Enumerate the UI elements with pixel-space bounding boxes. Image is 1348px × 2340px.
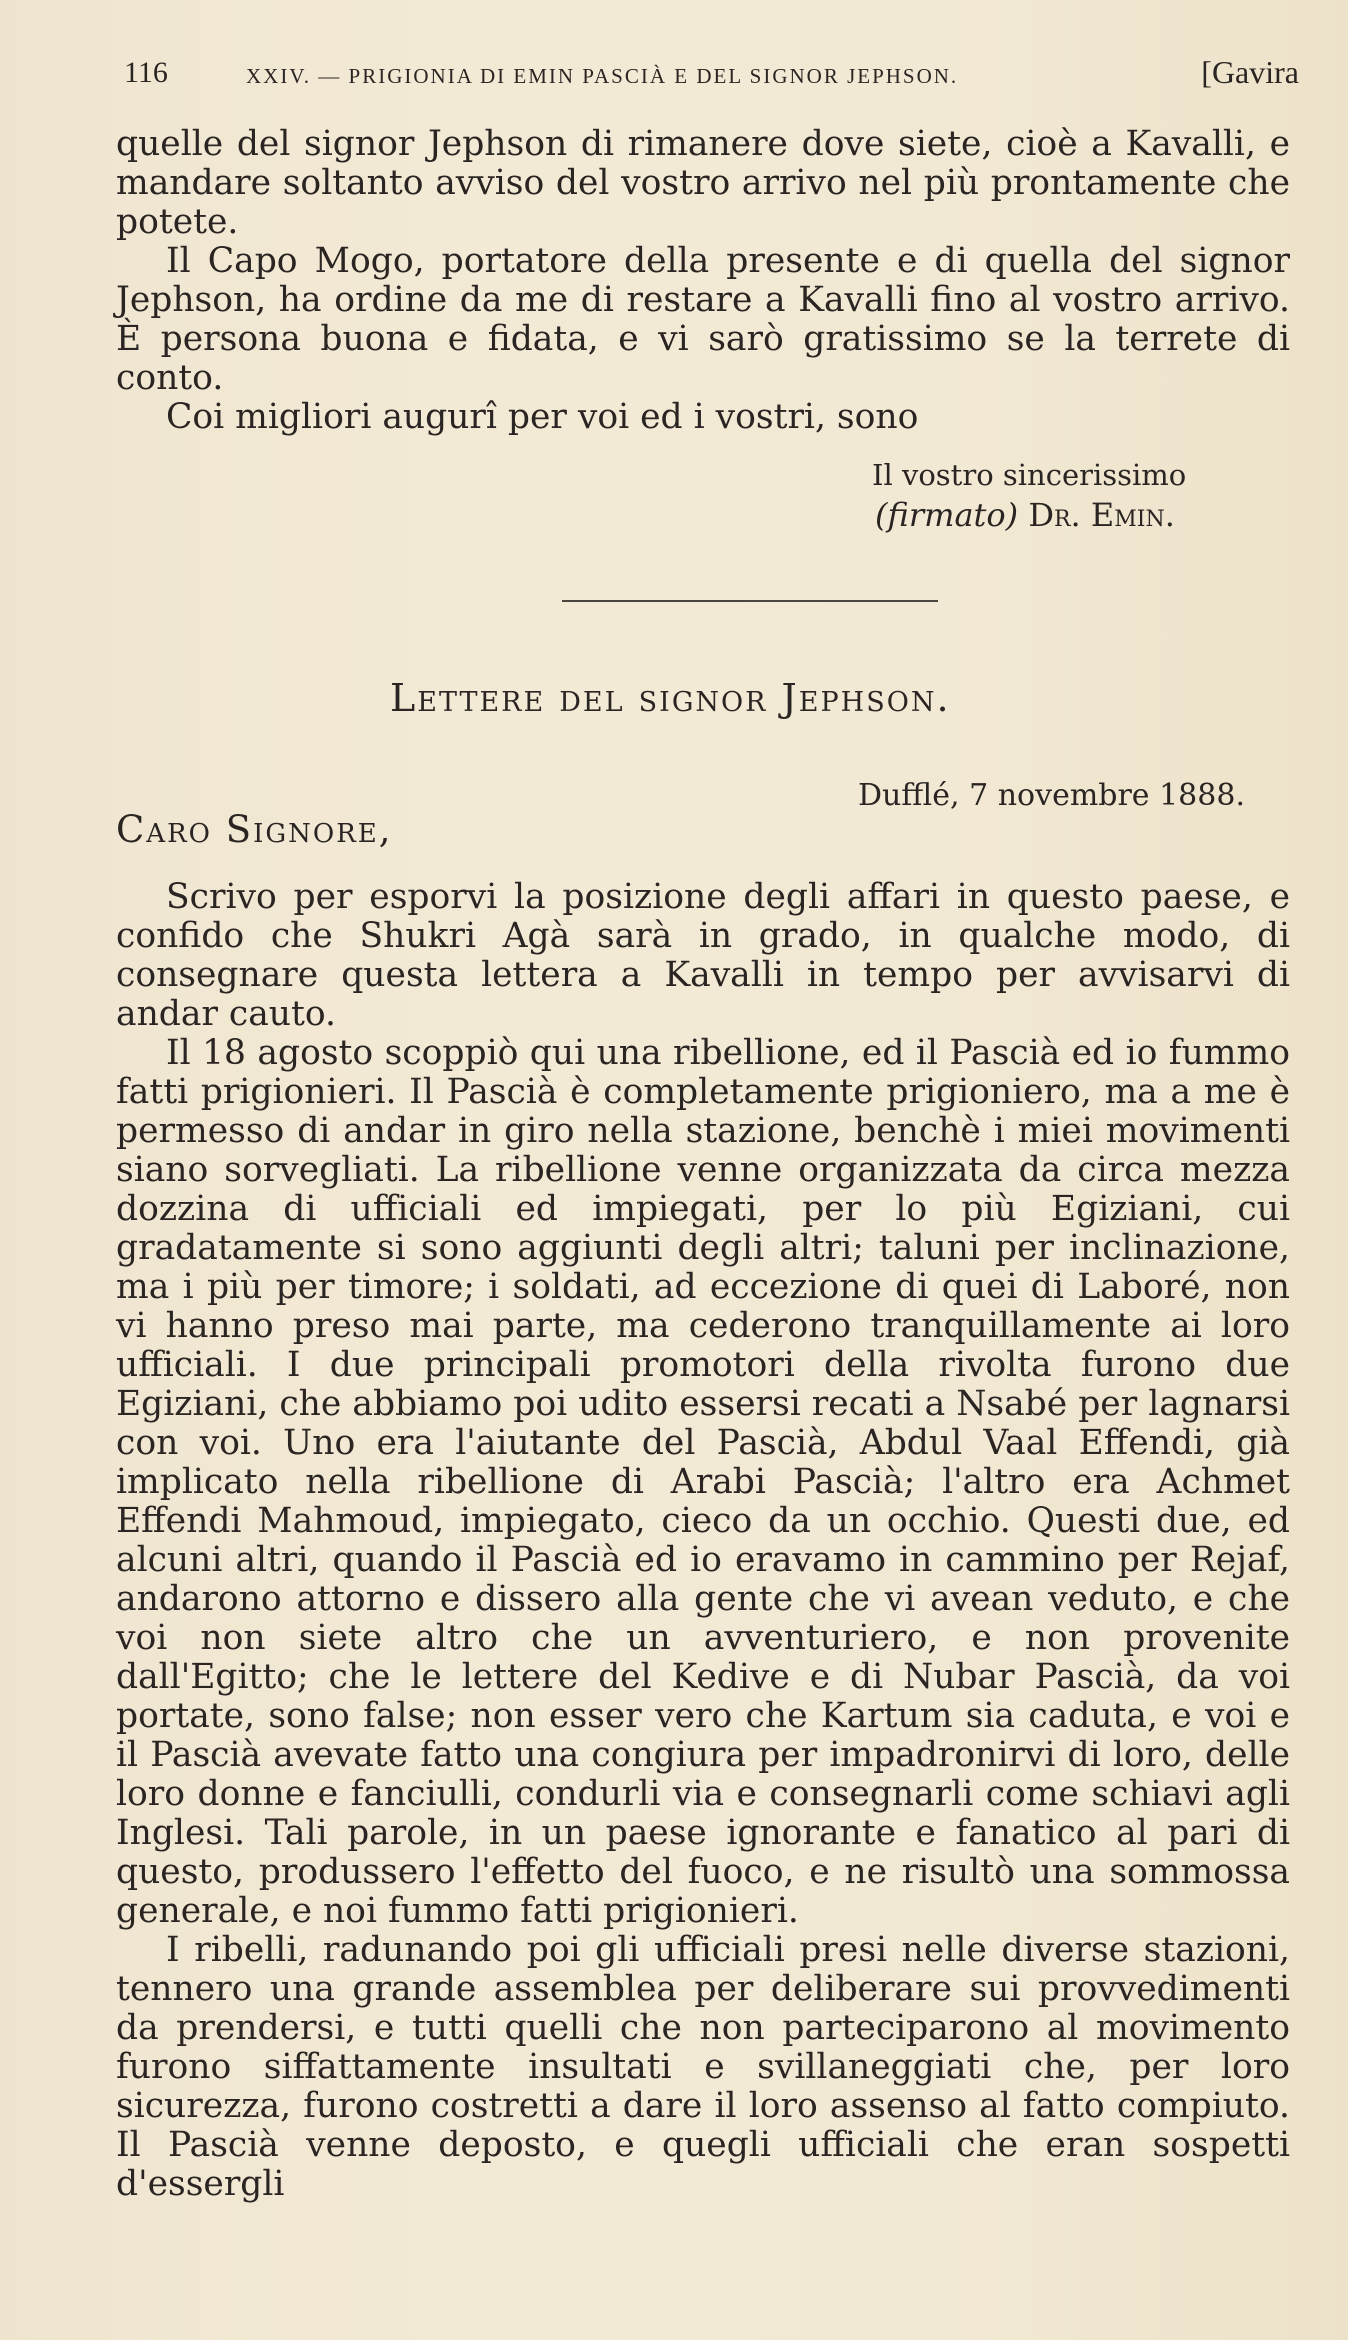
letter-body bbox=[116, 878, 1290, 2204]
paragraph: Scrivo per esporvi la posizione degli affari in questo paese, e confido che Shukri Agà sarà in grado, in qualche modo, di consegnare questa lettera a Kavalli in tempo per avvisarvi di andar cauto. bbox=[116, 877, 1290, 1034]
paragraph: Il 18 agosto scoppiò qui una ribellione, ed il Pascià ed io fummo fatti prigionieri. Il Pascià è completamente prigioniero, ma a me è permesso di andar in giro nella stazione, benchè i miei movimenti siano sorvegliati. La ribellione venne organizzata da circa mezza dozzina di ufficiali ed impiegati, per lo più Egiziani, cui gradatamente si sono aggiunti degli altri; taluni per inclinazione, ma i più per timore; i soldati, ad eccezione di quei di Laboré, non vi hanno preso mai parte, ma cederono tranquillamente ai loro ufficiali. I due principali promotori della rivolta furono due Egiziani, che abbiamo poi udito essersi recati a Nsabé per lagnarsi con voi. Uno era l'aiutante del Pascià, Abdul Vaal Effendi, già implicato nella ribellione di Arabi Pascià; l'altro era Achmet Effendi Mahmoud, impiegato, cieco da un occhio. Questi due, ed alcuni altri, quando il Pascià ed io eravamo in cammino per Rejaf, andarono attorno e dissero alla gente che vi avean veduto, e che voi non siete altro che un avventuriero, e non provenite dall'Egitto; che le lettere del Kedive e di Nubar Pascià, da voi portate, sono false; non esser vero che Kartum sia caduta, e voi e il Pascià avevate fatto una congiura per impadronirvi di loro, delle loro donne e fanciulli, condurli via e consegnarli come schiavi agli Inglesi. Tali parole, in un paese ignorante e fanatico al pari di questo, produssero l'effetto del fuoco, e ne risultò una sommossa generale, e noi fummo fatti prigionieri. bbox=[116, 1033, 1290, 1931]
running-head: XXIV. — PRIGIONIA DI EMIN PASCIÀ E DEL SIGNOR JEPHSON. bbox=[246, 64, 959, 88]
page-header bbox=[124, 54, 1299, 94]
header-catchword: [Gavira bbox=[1201, 54, 1299, 90]
paragraph: quelle del signor Jephson di rimanere dove siete, cioè a Kavalli, e mandare soltanto avviso del vostro arrivo nel più prontamente che potete. bbox=[116, 124, 1290, 242]
paragraph: Il Capo Mogo, portatore della presente e di quella del signor Jephson, ha ordine da me di restare a Kavalli fino al vostro arrivo. È persona buona e fidata, e vi sarò gratissimo se la terrete di conto. bbox=[116, 241, 1290, 398]
signature-line bbox=[875, 496, 1175, 534]
closing-formula: Il vostro sincerissimo bbox=[872, 458, 1187, 492]
letter-salutation: Caro Signore, bbox=[116, 808, 393, 851]
signature-name: Dr. Emin. bbox=[1028, 496, 1175, 534]
section-divider bbox=[562, 600, 938, 602]
signed-note: (firmato) bbox=[875, 496, 1019, 534]
paragraph: I ribelli, radunando poi gli ufficiali presi nelle diverse stazioni, tennero una grande assemblea per deliberare sui provvedimenti da prendersi, e tutti quelli che non parteciparono al movimento furono siffattamente insultati e svillaneggiati che, per loro sicurezza, furono costretti a dare il loro assenso al fatto compiuto. Il Pascià venne deposto, e quegli ufficiali che eran sospetti d'essergli bbox=[116, 1930, 1290, 2204]
previous-letter-ending bbox=[116, 125, 1290, 437]
letter-dateline: Dufflé, 7 novembre 1888. bbox=[858, 778, 1245, 813]
paragraph: Coi migliori augurî per voi ed i vostri, sono bbox=[166, 397, 919, 437]
page-number: 116 bbox=[124, 56, 168, 89]
section-title: Lettere del signor Jephson. bbox=[390, 676, 951, 720]
